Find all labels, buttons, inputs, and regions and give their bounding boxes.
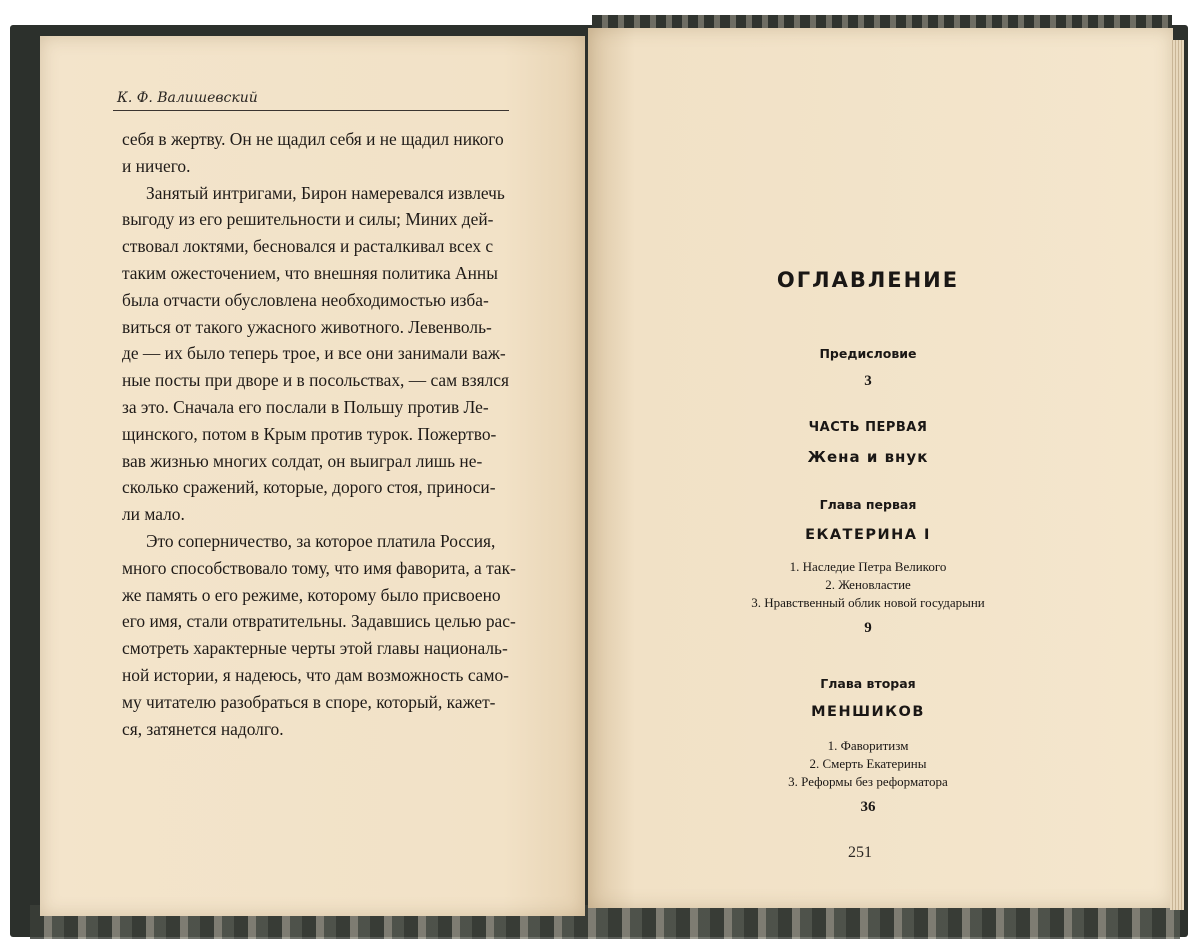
toc-chapter2-label: Глава вторая (820, 676, 916, 691)
text-line: виться от такого ужасного животного. Левенволь- (122, 316, 492, 337)
text-line: сколько сражений, которые, дорого стоя, приноси- (122, 477, 496, 498)
text-line: ные посты при дворе и в посольствах, — сам взялся (122, 370, 509, 391)
text-line: себя в жертву. Он не щадил себя и не щадил никого (122, 129, 504, 149)
toc-chapter2-item: 1. Фаворитизм (827, 738, 909, 753)
text-line: много способствовало тому, что имя фаворита, а так- (122, 557, 516, 578)
toc-title: ОГЛАВЛЕНИЕ (776, 268, 960, 292)
text-line: ся, затянется надолго. (122, 718, 284, 739)
text-line: смотреть характерные черты этой главы националь- (122, 638, 508, 659)
text-line: Занятый интригами, Бирон намеревался извлечь (146, 182, 505, 203)
toc-preface-label: Предисловие (819, 346, 917, 361)
text-line: му читателю разобраться в споре, который, кажет- (122, 691, 496, 712)
text-line: ли мало. (122, 504, 185, 525)
toc-chapter2-item: 2. Смерть Екатерины (809, 756, 927, 771)
text-line: ной истории, я надеюсь, что дам возможность само- (122, 664, 509, 685)
text-line: была отчасти обусловлена необходимостью изба- (122, 289, 489, 310)
body-text (122, 126, 516, 742)
text-line: же память о его режиме, которому было присвоено (122, 584, 501, 605)
text-line: ствовал локтями, бесновался и расталкивал всех с (122, 236, 494, 257)
text-line: его имя, стали отвратительны. Задавшись целью рас- (122, 611, 516, 632)
toc-chapter2-item: 3. Реформы без реформатора (788, 774, 948, 789)
toc-chapter1-title: ЕКАТЕРИНА I (805, 527, 931, 543)
toc-chapter1-item: 1. Наследие Петра Великого (789, 559, 947, 574)
toc-chapter2-title: МЕНШИКОВ (811, 704, 925, 720)
toc-part-title: Жена и внук (807, 448, 929, 466)
text-line: Это соперничество, за которое платила Россия, (146, 530, 496, 551)
toc-chapter1-label: Глава первая (819, 497, 917, 512)
text-line: и ничего. (122, 155, 191, 176)
toc-preface-page: 3 (864, 373, 872, 389)
running-head: К. Ф. Валишевский (117, 90, 258, 106)
text-line: выгоду из его решительности и силы; Миних дей- (122, 209, 494, 230)
page-number: 251 (848, 844, 872, 861)
page-edge (1170, 40, 1184, 910)
text-line: де — их было теперь трое, и все они занимали важ- (122, 343, 506, 364)
toc-chapter2-page: 36 (860, 799, 876, 815)
toc-chapter1-page: 9 (864, 620, 872, 636)
text-line: вав жизнью многих солдат, он выиграл лишь не- (122, 450, 483, 471)
text-line: таким ожесточением, что внешняя политика Анны (122, 262, 498, 283)
toc-chapter1-item: 2. Женовластие (825, 577, 911, 592)
running-head-rule (113, 110, 509, 111)
text-line: за это. Сначала его послали в Польшу против Ле- (122, 396, 489, 417)
text-line: щинского, потом в Крым против турок. Пожертво- (122, 423, 497, 444)
toc-chapter1-item: 3. Нравственный облик новой государыни (751, 595, 985, 610)
toc-part-label: ЧАСТЬ ПЕРВАЯ (808, 420, 928, 435)
